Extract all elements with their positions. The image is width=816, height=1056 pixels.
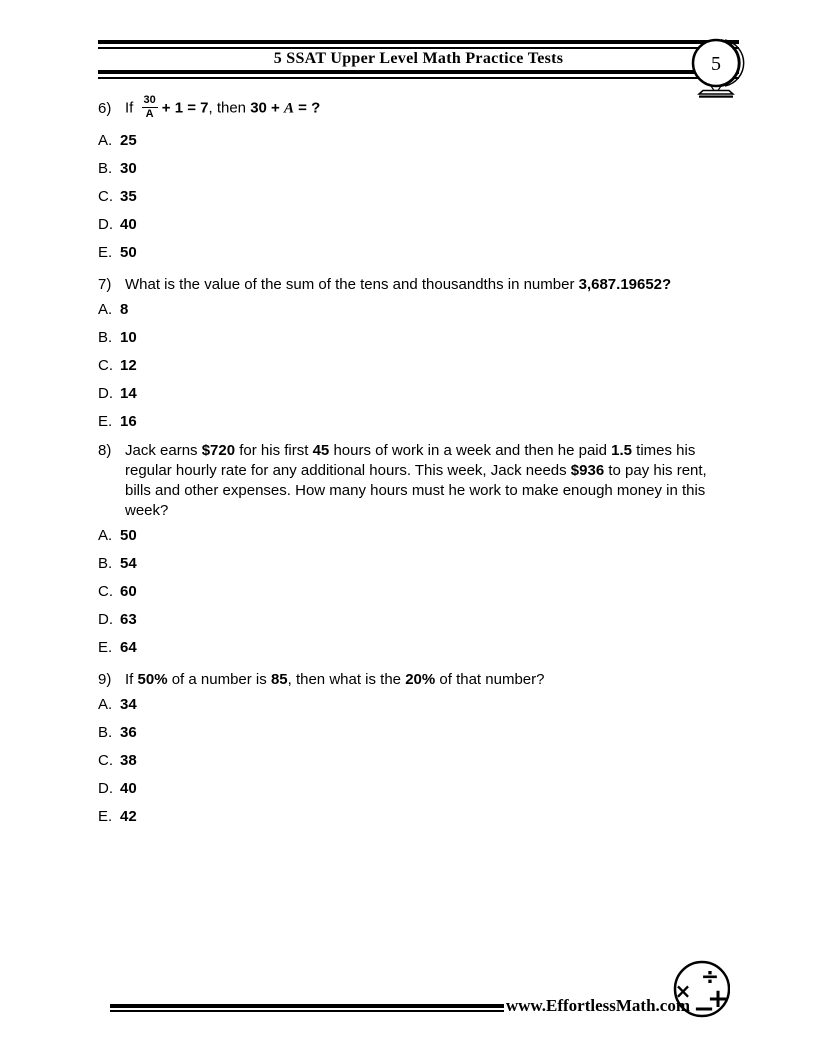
choice-row: [98, 238, 728, 266]
question-number: 8): [98, 442, 112, 459]
choice-letter: E.: [98, 243, 113, 261]
question-text: [125, 93, 321, 121]
plus-icon: +: [707, 984, 729, 1014]
choice-value: 42: [120, 807, 137, 825]
choice-row: [98, 407, 728, 435]
fraction-denominator: A: [145, 107, 154, 120]
question-9: [98, 669, 728, 830]
choice-value: 35: [120, 187, 137, 205]
choice-letter: E.: [98, 412, 113, 430]
question-stem: [98, 274, 728, 295]
question-text: [125, 441, 728, 521]
choice-value: 8: [120, 300, 129, 318]
choice-letter: D.: [98, 779, 113, 797]
choice-letter: C.: [98, 751, 113, 769]
stem-variable: A: [283, 99, 294, 116]
stem-math: $936: [570, 462, 605, 479]
footer-rule-thick: [110, 1004, 504, 1008]
choice-letter: E.: [98, 807, 113, 825]
stem-math: 45: [312, 442, 330, 459]
choice-letter: A.: [98, 300, 113, 318]
divide-icon: ÷: [700, 965, 720, 990]
choice-row: [98, 746, 728, 774]
choice-row: [98, 605, 728, 633]
choice-letter: D.: [98, 384, 113, 402]
multiply-icon: ×: [674, 979, 692, 1003]
choice-row: [98, 210, 728, 238]
choice-value: 63: [120, 610, 137, 628]
header-rule-bottom-thin: [98, 77, 739, 79]
question-stem: [98, 669, 728, 690]
footer-rule-thin: [110, 1010, 504, 1012]
choice-letter: A.: [98, 131, 113, 149]
page-number-globe-icon: [690, 36, 750, 105]
choice-row: [98, 549, 728, 577]
stem-math: = ?: [293, 98, 321, 116]
choice-value: 50: [120, 526, 137, 544]
question-text: [125, 669, 544, 690]
choice-value: 64: [120, 638, 137, 656]
question-6: [98, 90, 728, 266]
choice-row: [98, 126, 728, 154]
choice-value: 25: [120, 131, 137, 149]
header-rule-top-thin: [98, 47, 739, 49]
question-number: 7): [98, 276, 112, 293]
header-rule-top-thick: [98, 40, 739, 44]
choice-value: 38: [120, 751, 137, 769]
choice-row: [98, 774, 728, 802]
choice-letter: A.: [98, 695, 113, 713]
page-title: 5 SSAT Upper Level Math Practice Tests: [273, 50, 564, 67]
stem-text: , then: [208, 98, 251, 116]
choice-value: 16: [120, 412, 137, 430]
choice-row: [98, 718, 728, 746]
stem-text: If: [125, 98, 138, 116]
choice-letter: A.: [98, 526, 113, 544]
stem-math: 3,687.19652?: [578, 276, 672, 293]
question-number: 6): [98, 99, 112, 117]
question-text: [125, 274, 671, 295]
stem-math: 30 +: [250, 98, 284, 116]
choice-row: [98, 351, 728, 379]
choice-row: [98, 323, 728, 351]
choice-row: [98, 802, 728, 830]
choice-value: 34: [120, 695, 137, 713]
choice-value: 12: [120, 356, 137, 374]
stem-text: times his regular hourly rate for any additional hours. This week, Jack needs: [125, 442, 696, 479]
choice-row: [98, 690, 728, 718]
choice-value: 54: [120, 554, 137, 572]
questions-area: [98, 88, 728, 830]
choice-letter: B.: [98, 723, 113, 741]
stem-text: hours of work in a week and then he paid: [329, 442, 612, 459]
choice-row: [98, 379, 728, 407]
choice-row: [98, 154, 728, 182]
question-number: 9): [98, 671, 112, 688]
choice-row: [98, 295, 728, 323]
choice-letter: B.: [98, 159, 113, 177]
choice-letter: D.: [98, 215, 113, 233]
choice-row: [98, 182, 728, 210]
website-link[interactable]: www.EffortlessMath.com: [505, 996, 690, 1015]
stem-math: $720: [201, 442, 236, 459]
choice-value: 60: [120, 582, 137, 600]
stem-math: + 1 = 7: [161, 98, 209, 116]
choice-row: [98, 577, 728, 605]
choice-value: 14: [120, 384, 137, 402]
stem-text: of a number is: [167, 671, 271, 688]
choice-value: 10: [120, 328, 137, 346]
choice-value: 40: [120, 215, 137, 233]
choice-value: 30: [120, 159, 137, 177]
choice-letter: C.: [98, 582, 113, 600]
question-8: [98, 441, 728, 661]
stem-text: to pay his rent, bills and other expenses. How many hours must he work to make enough money in this week?: [125, 462, 707, 519]
stem-text: , then what is the: [287, 671, 406, 688]
stem-text: for his first: [235, 442, 313, 459]
choice-row: [98, 521, 728, 549]
stem-math: 20%: [405, 671, 436, 688]
choice-letter: D.: [98, 610, 113, 628]
choice-letter: B.: [98, 328, 113, 346]
page-number: 5: [711, 53, 721, 75]
choice-row: [98, 633, 728, 661]
header-rule-bottom-thick: [98, 70, 739, 74]
choice-letter: C.: [98, 356, 113, 374]
stem-math: 1.5: [611, 442, 632, 459]
choice-value: 50: [120, 243, 137, 261]
question-7: [98, 274, 728, 435]
stem-text: What is the value of the sum of the tens and thousandths in number: [125, 276, 579, 293]
choice-value: 40: [120, 779, 137, 797]
stem-math: 50%: [137, 671, 168, 688]
fraction: [142, 95, 158, 120]
fraction-numerator: 30: [143, 93, 156, 106]
choice-letter: B.: [98, 554, 113, 572]
stem-text: of that number?: [435, 671, 545, 688]
choice-letter: E.: [98, 638, 113, 656]
question-stem: [98, 90, 728, 126]
stem-math: 85: [270, 671, 288, 688]
minus-icon: −: [693, 994, 715, 1022]
choice-letter: C.: [98, 187, 113, 205]
effortless-math-logo: [666, 960, 730, 1027]
choice-value: 36: [120, 723, 137, 741]
stem-text: Jack earns: [125, 442, 202, 459]
question-stem: [98, 441, 728, 521]
stem-text: If: [125, 671, 138, 688]
